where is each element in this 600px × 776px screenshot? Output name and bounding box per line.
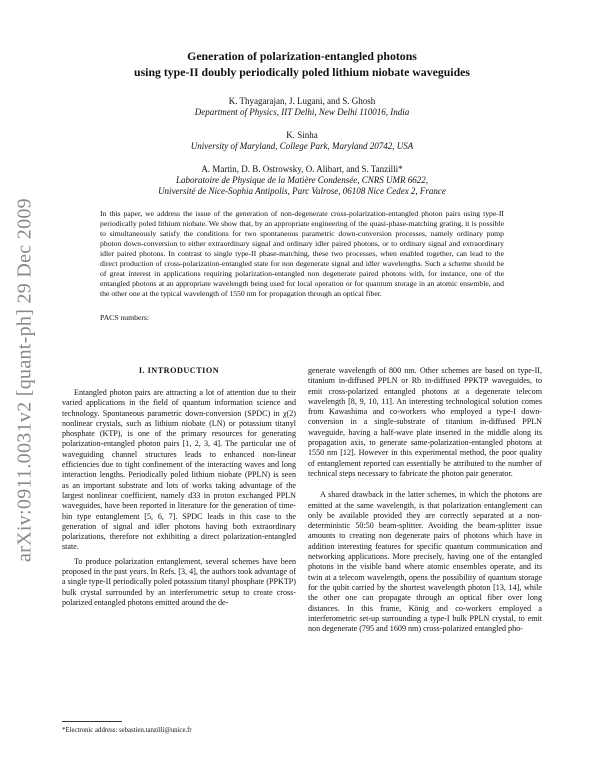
author-names: A. Martin, D. B. Ostrowsky, O. Alibart, and S. Tanzilli*	[201, 164, 403, 174]
arxiv-identifier: arXiv:0911.0031v2 [quant-ph] 29 Dec 2009	[13, 198, 36, 562]
author-group-1	[62, 96, 542, 118]
affiliation: Department of Physics, IIT Delhi, New Delhi 110016, India	[194, 107, 410, 117]
footnote-rule	[62, 721, 122, 722]
paragraph: generate wavelength of 800 nm. Other schemes are based on type-II, titanium in-diffused PPLN or Rb in-diffused PPKTP waveguides, to emit cross-polarized entangled photons at a degenerate telecom wavelength [8, 9, 10, 11]. An interesting technological solution comes from Kawashima and co-workers who employed a type-I down-conversion in a single-substrate of titanium in-diffused PPLN waveguide, having a half-wave plate inserted in the middle along its propagation axis, to generate same-polarization-entangled photons at 1550 nm [12]. However in this experimental method, the poor quality of entanglement reported can essentially be attributed to the number of technical steps necessary to fabricate the photon pair generator.	[308, 366, 542, 478]
abstract: In this paper, we address the issue of the generation of non-degenerate cross-polarization-entangled photon pairs using type-II periodically poled lithium niobate. We show that, by an appropriate engineering of the quasi-phase-matching grating, it is possible to simultaneously satisfy the conditions for two spontaneous parametric down-conversion processes, namely ordinary pump photon down-conversion to either extraordinary signal and ordinary idler paired photons, or to ordinary signal and extraordinary idler paired photons. In contrast to single type-II phase-matching, these two processes, when enabled together, can lead to the direct production of cross-polarization-entangled state for non degenerate signal and idler wavelengths. Such a scheme should be of great interest in applications requiring polarization-entangled non degenerate paired photons with, for instance, one of the entangled photons at an appropriate wavelength being used for local operation or for quantum storage in an atomic ensemble, and the other one at the typical wavelength of 1550 nm for propagation through an optical fiber.	[100, 209, 504, 298]
footnote: *Electronic address: sebastien.tanzilli@unice.fr	[62, 727, 192, 734]
paragraph: To produce polarization entanglement, several schemes have been proposed in the past years. In Refs. [3, 4], the authors took advantage of a single type-II periodically poled potassium titanyl phosphate (PPKTP) bulk crystal surrounded by an interferometric setup to create cross-polarized entangled photons emitted around the de-	[62, 556, 296, 607]
affiliation: University of Maryland, College Park, Maryland 20742, USA	[190, 141, 414, 151]
affiliation: Laboratoire de Physique de la Matière Condensée, CNRS UMR 6622,	[175, 175, 429, 185]
body-columns	[62, 366, 542, 756]
section-heading: I. INTRODUCTION	[138, 366, 220, 375]
title-line-2: using type-II doubly periodically poled lithium niobate waveguides	[134, 65, 470, 79]
arxiv-sidebar	[8, 150, 42, 610]
title-line-1: Generation of polarization-entangled photons	[187, 49, 417, 63]
author-group-3	[62, 164, 542, 197]
left-column	[62, 366, 296, 734]
affiliation: Université de Nice-Sophia Antipolis, Parc Valrose, 06108 Nice Cedex 2, France	[158, 186, 446, 196]
author-group-2	[62, 130, 542, 152]
author-names: K. Thyagarajan, J. Lugani, and S. Ghosh	[228, 96, 376, 106]
paragraph: A shared drawback in the latter schemes, in which the photons are emitted at the same wavelength, is that polarization entanglement can only be available provided they are correctly separated at a non-deterministic 50:50 beam-splitter. Avoiding the beam-splitter issue amounts to creating non degenerate pairs of photons which have in addition interesting features for specific quantum communication and networking applications. More precisely, having one of the entangled photons in the visible band where atomic ensembles operate, and its twin at a telecom wavelength, opens the possibility of quantum storage for the qubit carried by the shortest wavelength photon [13, 14], while the other one can propagate through an optical fiber over long distances. In this frame, König and co-workers employed a interferometric set-up surrounding a type-I bulk PPLN crystal, to emit non degenerate (795 and 1609 nm) cross-polarized entangled pho-	[308, 490, 542, 634]
paper-title	[62, 48, 542, 80]
paragraph: Entangled photon pairs are attracting a lot of attention due to their varied applications in the field of quantum information science and technology. Spontaneous parametric down-conversion (SPDC) in χ(2) nonlinear crystals, such as lithium niobate (LN) or potassium titanyl phosphate (KTP), is one of the primary resources for generating polarization-entangled photon pairs [1, 2, 3, 4]. The particular use of waveguiding channel structures leads to enhanced non-linear efficiencies due to tight confinement of the interacting waves and long interaction lengths. Periodically poled lithium niobate (PPLN) is seen as an important substrate and lots of works taking advantage of the largest nonlinear coefficient, namely d33 in proton exchanged PPLN waveguides, have been reported in literature for the generation of time-bin type entanglement [5, 6, 7]. SPDC leads in this case to the generation of signal and idler photons having both extraordinary polarizations, therefore not exhibiting a direct polarization-entangled state.	[62, 388, 296, 552]
pacs-numbers: PACS numbers:	[100, 313, 150, 322]
author-list	[62, 96, 542, 197]
author-names: K. Sinha	[286, 130, 318, 140]
paper-header	[62, 48, 542, 322]
right-column	[308, 366, 542, 634]
